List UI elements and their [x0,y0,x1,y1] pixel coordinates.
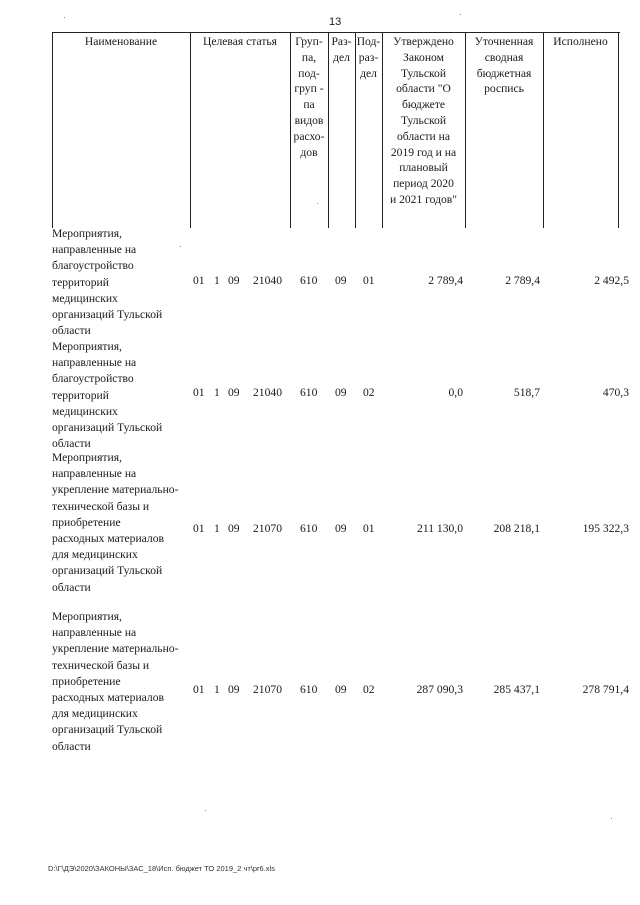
refined-amount: 208 218,1 [493,522,540,535]
table-header [52,32,620,228]
column-divider [52,32,53,228]
target-subprogram: 1 [214,683,220,696]
row-name: Мероприятия, направленные на благоустройство территорий медицинских организаций Тульской области [52,340,163,451]
target-program: 01 [193,683,205,696]
scan-speck [611,818,612,819]
section: 09 [335,522,347,535]
header-refined: Уточненная сводная бюджетная роспись [474,35,534,96]
approved-amount: 211 130,0 [417,522,463,535]
approved-amount: 0,0 [448,386,463,399]
file-path-footer: D:\Г\ДЭ\2020\ЗАКОНЫ\ЗАС_18\Исп. бюджет ТО 2019_2 чт\pr6.xls [48,864,275,873]
approved-amount: 2 789,4 [428,274,463,287]
section: 09 [335,386,347,399]
target-subprogram: 1 [214,274,220,287]
target-direction: 21040 [253,274,282,287]
subsection: 01 [363,274,375,287]
executed-amount: 195 322,3 [582,522,629,535]
target-direction: 21070 [253,522,282,535]
executed-amount: 470,3 [602,386,629,399]
scan-speck [205,810,206,811]
row-name: Мероприятия, направленные на укрепление материально- технической базы и приобретение расходных материалов для медицинских организаций Тульской области [52,610,179,753]
target-program: 01 [193,522,205,535]
subsection: 02 [363,386,375,399]
refined-amount: 518,7 [513,386,540,399]
section: 09 [335,683,347,696]
header-executed: Исполнено [553,35,608,48]
target-event: 09 [228,274,240,287]
expense-group: 610 [300,522,318,535]
header-name: Наименование [84,35,158,48]
subsection: 01 [363,522,375,535]
section: 09 [335,274,347,287]
expense-group: 610 [300,683,318,696]
header-section: Раз- дел [331,35,352,64]
target-program: 01 [193,274,205,287]
expense-group: 610 [300,274,318,287]
row-name: Мероприятия, направленные на благоустройство территорий медицинских организаций Тульской области [52,227,163,338]
header-subsection: Под- раз- дел [356,35,381,80]
target-subprogram: 1 [214,522,220,535]
target-program: 01 [193,386,205,399]
header-target-article: Целевая статья [202,35,278,48]
target-direction: 21070 [253,683,282,696]
target-event: 09 [228,522,240,535]
column-divider [618,32,619,228]
header-expense-group: Груп- па, под- груп - па видов расхо- дов [293,35,325,159]
executed-amount: 2 492,5 [594,274,629,287]
expense-group: 610 [300,386,318,399]
column-divider [190,32,191,228]
subsection: 02 [363,683,375,696]
target-direction: 21040 [253,386,282,399]
target-subprogram: 1 [214,386,220,399]
row-name: Мероприятия, направленные на укрепление материально- технической базы и приобретение расходных материалов для медицинских организаций Тульской области [52,451,179,594]
scan-speck [460,14,461,15]
scan-speck [180,246,181,247]
executed-amount: 278 791,4 [582,683,629,696]
header-approved: Утверждено Законом Тульской области "О бюджете Тульской области на 2019 год и на плановый период 2020 и 2021 годов" [389,35,458,206]
scan-speck [64,17,65,18]
approved-amount: 287 090,3 [416,683,463,696]
target-event: 09 [228,386,240,399]
scan-speck [317,203,318,204]
target-event: 09 [228,683,240,696]
column-divider [543,32,544,228]
refined-amount: 2 789,4 [505,274,540,287]
refined-amount: 285 437,1 [493,683,540,696]
page-number: 13 [329,16,342,28]
table-top-border [52,32,620,33]
